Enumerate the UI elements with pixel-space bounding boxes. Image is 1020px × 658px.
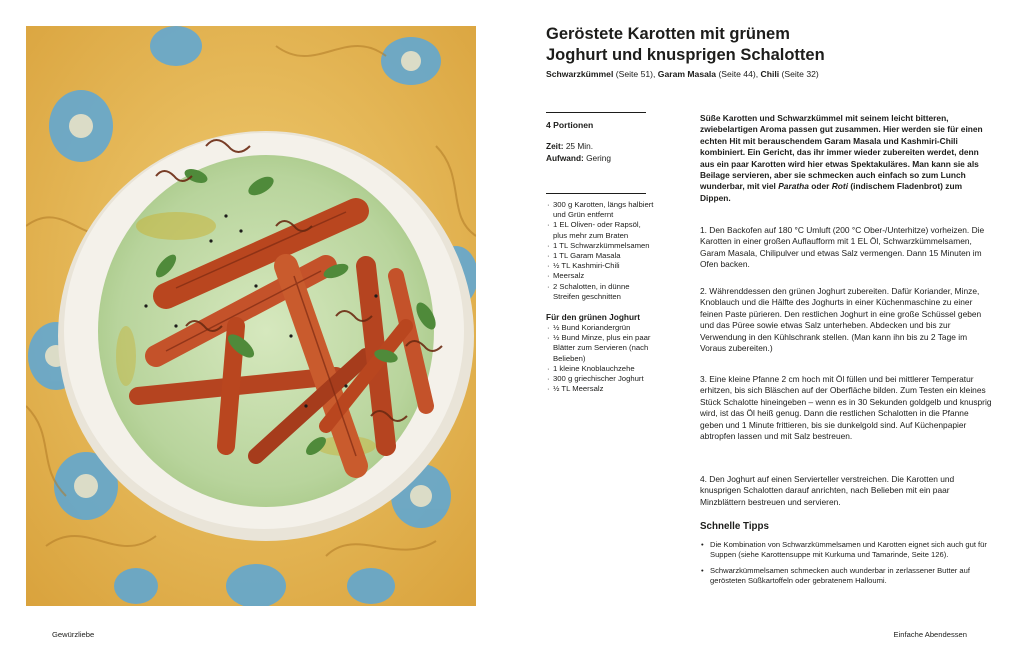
intro-text-end: (indischem Fladenbrot) zum Dippen.	[700, 181, 963, 203]
tips-list	[700, 540, 992, 591]
tips-heading: Schnelle Tipps	[700, 521, 769, 532]
ingredient-item: · 300 g Karotten, längs halbiert und Grün entfernt	[546, 200, 656, 220]
time-value: 25 Min.	[563, 141, 594, 151]
ingredient-item: · ½ TL Meersalz	[546, 384, 656, 394]
spice-name: Garam Masala	[657, 69, 717, 79]
time-label: Zeit:	[546, 141, 564, 151]
ingredient-item: · 1 EL Oliven- oder Rapsöl, plus mehr zum Braten	[546, 220, 656, 240]
ingredient-list	[546, 200, 656, 302]
ingredient-item: · Meersalz	[546, 271, 656, 281]
yogurt-ingredient-list	[546, 323, 656, 394]
method-step: 4. Den Joghurt auf einen Servierteller verstreichen. Die Karotten und knusprigen Schalotten darauf anrichten, nach Belieben mit ein paar Minzblättern bestreuen und servieren.	[700, 474, 955, 507]
footer-right: Einfache Abendessen	[893, 630, 967, 639]
footer-left: Gewürzliebe	[52, 630, 95, 639]
ingredient-item: · 1 TL Schwarzkümmelsamen	[546, 241, 656, 251]
recipe-intro	[700, 113, 992, 204]
recipe-title	[546, 24, 986, 66]
ingredient-item: · 1 TL Garam Masala	[546, 251, 656, 261]
recipe-photo	[26, 26, 476, 606]
recipe-title-line-1: Geröstete Karotten mit grünem	[546, 25, 790, 43]
tip-item: • Die Kombination von Schwarzkümmelsamen und Karotten eignet sich auch gut für Suppen (siehe Karottensuppe mit Kurkuma und Tamarinde, Seite 126).	[700, 540, 992, 561]
recipe-meta	[546, 141, 611, 164]
effort-label: Aufwand:	[546, 152, 584, 163]
recipe-title-line-2: Joghurt und knusprigen Schalotten	[546, 46, 825, 64]
ingredient-item: · ½ TL Kashmiri-Chili	[546, 261, 656, 271]
spice-name: Chili	[760, 69, 780, 79]
tip-item: • Schwarzkümmelsamen schmecken auch wunderbar in zerlassener Butter auf gerösteten Süßkartoffeln oder gebratenem Halloumi.	[700, 566, 992, 587]
intro-roti: Roti	[831, 181, 849, 192]
intro-text: Süße Karotten und Schwarzkümmel mit seinem leicht bitteren, zwiebelartigen Aroma passen gut zusammen. Hier werden sie für einen echten Hit mit berauschendem Garam Masala und Kashmiri-Chili kombiniert. Ein Gericht, das ihr immer wieder zubereiten werdet, denn aus ein paar Karotten wird hier etwas Spektakuläres. Man kann sie als Beilage servieren, aber sie schmecken auch einfach so zum Lunch wunderbar, mit viel	[700, 113, 983, 192]
portions: 4 Portionen	[546, 120, 594, 130]
intro-or: oder	[808, 181, 832, 192]
method-step: 1. Den Backofen auf 180 °C Umluft (200 °C Ober-/Unterhitze) vorheizen. Die Karotten in einer großen Auflaufform mit 1 EL Öl, Schwarzkümmelsamen, Garam Masala, Chilipulver und etwas Salz vermengen. Dann 15 Minuten im Ofen backen.	[700, 225, 985, 270]
ingredient-item: · 1 kleine Knoblauchzehe	[546, 364, 656, 374]
ingredient-item: · ½ Bund Koriandergrün	[546, 323, 656, 333]
method-step: 3. Eine kleine Pfanne 2 cm hoch mit Öl füllen und bei mittlerer Temperatur erhitzen, bis sich Bläschen auf der Oberfläche bilden. Zum Testen ein kleines Stück Schalotte hineingeben – wenn es in 30 Sekunden goldgelb und knusprig wird, ist das Öl heiß genug. Dann die restlichen Schalotten in die Pfanne geben und 1 Minute frittieren, bis sie dunkelgold sind. Auf Küchenpapier abtropfen lassen und mit Salz bestreuen.	[700, 374, 992, 442]
spice-name: Schwarzkümmel	[546, 69, 614, 79]
yogurt-heading: Für den grünen Joghurt	[546, 312, 641, 322]
spice-page-ref: (Seite 51),	[613, 69, 658, 79]
effort-value: Gering	[583, 152, 612, 163]
intro-paratha: Paratha	[778, 181, 809, 192]
divider	[546, 112, 646, 113]
spice-page-ref: (Seite 44),	[716, 69, 761, 79]
divider	[546, 193, 646, 194]
method-step: 2. Währenddessen den grünen Joghurt zubereiten. Dafür Koriander, Minze, Knoblauch und die Hälfte des Joghurts in einer Küchenmaschine zu einer feinen Paste pürieren. Den restlichen Joghurt in eine große Schüssel geben und das Püree sowie etwas Salz unterheben. Abdecken und bis zur Verwendung in den Kühlschrank stellen. (Man kann ihn bis zu 2 Tage im Voraus zubereiten.)	[700, 286, 982, 354]
ingredient-item: · ½ Bund Minze, plus ein paar Blätter zum Servieren (nach Belieben)	[546, 333, 656, 364]
ingredient-item: · 300 g griechischer Joghurt	[546, 374, 656, 384]
time-row	[546, 141, 611, 153]
food-photo-icon	[26, 26, 476, 606]
spice-references	[546, 68, 986, 80]
effort-row	[546, 153, 611, 165]
ingredient-item: · 2 Schalotten, in dünne Streifen geschnitten	[546, 282, 656, 302]
spice-page-ref: (Seite 32)	[779, 69, 819, 79]
